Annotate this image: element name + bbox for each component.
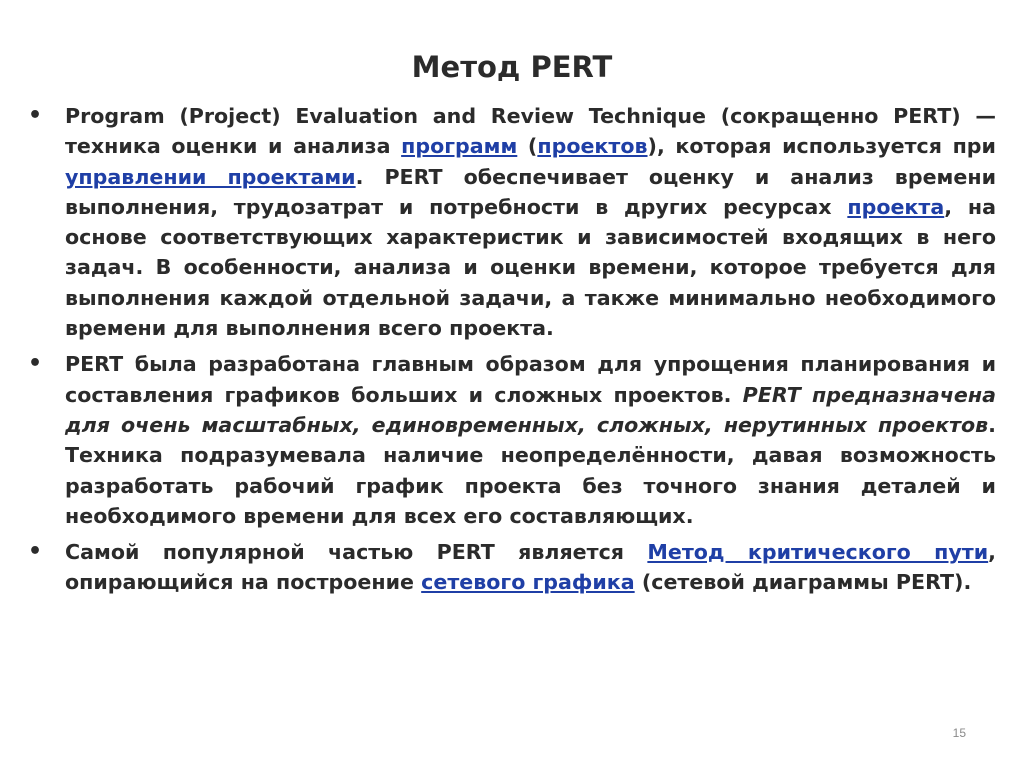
text-segment: PERT была разработана главным образом для упрощения планирования и составления графиков больших и сложных проектов. bbox=[65, 352, 996, 407]
bullet-dot: • bbox=[28, 351, 43, 377]
page-number: 15 bbox=[952, 726, 966, 740]
text-segment: Самой популярной частью PERT является bbox=[65, 540, 648, 565]
italic-text: PERT предназначена для очень масштабных, единовременных, сложных, нерутинных проектов bbox=[65, 382, 997, 437]
slide-title: Метод PERT bbox=[411, 50, 613, 84]
text-segment: (сетевой диаграммы PERT). bbox=[634, 570, 972, 595]
link-programs[interactable]: программ bbox=[401, 134, 518, 159]
bullet-item-1 bbox=[28, 101, 996, 343]
text-segment: ( bbox=[517, 134, 538, 159]
text-segment: Program (Project) Evaluation and Review Technique (сокращенно PERT) — техника оценки и анализа bbox=[65, 104, 996, 159]
bullet-item-3 bbox=[28, 537, 996, 598]
text-segment: . PERT обеспечивает оценку и анализ времени выполнения, трудозатрат и потребности в других ресурсах bbox=[65, 164, 996, 219]
link-project-management[interactable]: управлении проектами bbox=[65, 164, 356, 189]
bullet-list bbox=[28, 101, 996, 604]
bullet-dot: • bbox=[28, 103, 43, 128]
text-segment: , на основе соответствующих характеристик и зависимостей входящих в него задач. В особенности, анализа и оценки времени, которое требуется для выполнения каждой отдельной задачи, а также минимально необходимого времени для выполнения всего проекта. bbox=[65, 194, 996, 341]
link-project[interactable]: проекта bbox=[847, 194, 945, 219]
bullet-item-2 bbox=[28, 349, 996, 531]
text-segment: , опирающийся на построение bbox=[65, 540, 996, 595]
link-network-diagram[interactable]: сетевого графика bbox=[421, 570, 635, 595]
bullet-dot: • bbox=[28, 539, 43, 565]
link-critical-path-method[interactable]: Метод критического пути bbox=[647, 540, 989, 565]
link-projects[interactable]: проектов bbox=[537, 134, 648, 159]
text-segment: . Техника подразумевала наличие неопределённости, давая возможность разработать рабочий график проекта без точного знания деталей и необходимого времени для всех его составляющих. bbox=[65, 412, 996, 528]
text-segment: ), которая используется при bbox=[647, 134, 996, 159]
